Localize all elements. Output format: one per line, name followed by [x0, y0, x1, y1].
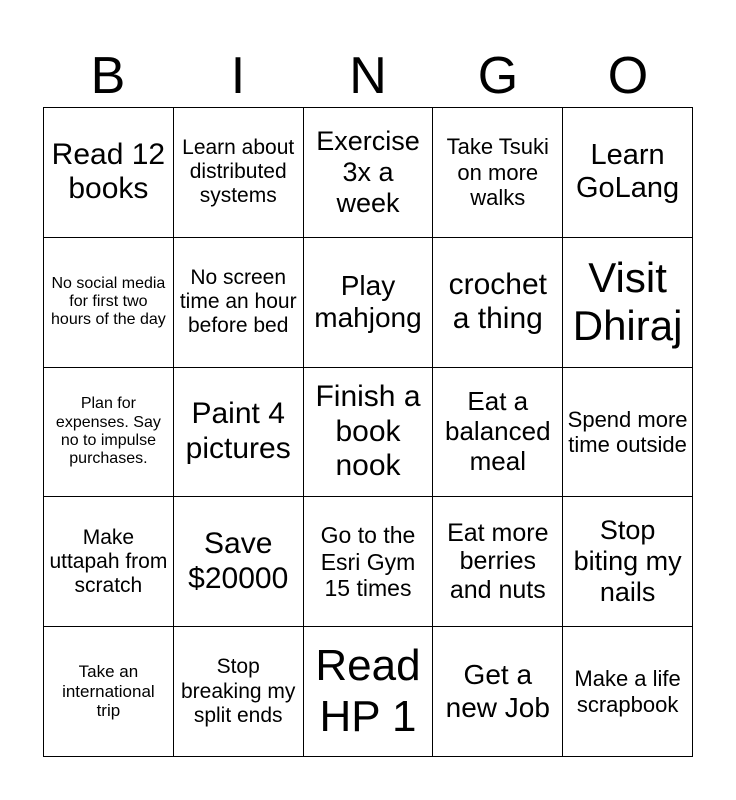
- bingo-cell-21[interactable]: [44, 627, 174, 757]
- bingo-cell-17[interactable]: [174, 497, 304, 627]
- bingo-cell-22[interactable]: [174, 627, 304, 757]
- bingo-cell-text: Read HP 1: [315, 641, 421, 741]
- bingo-cell-text: Eat more berries and nuts: [447, 518, 549, 605]
- bingo-cell-text: Read 12 books: [51, 137, 166, 206]
- header-letter-b: B: [90, 47, 126, 105]
- bingo-cell-14[interactable]: [433, 368, 563, 498]
- bingo-cell-3[interactable]: [304, 108, 434, 238]
- bingo-cell-9[interactable]: [433, 238, 563, 368]
- bingo-cell-11[interactable]: [44, 368, 174, 498]
- bingo-cell-text: No social media for first two hours of the day: [51, 274, 166, 329]
- bingo-cell-15[interactable]: [563, 368, 693, 498]
- bingo-cell-text: Spend more time outside: [567, 406, 688, 457]
- header-letter-n: N: [349, 47, 387, 105]
- bingo-cell-text: Finish a book nook: [315, 380, 421, 483]
- bingo-cell-text: Learn GoLang: [575, 139, 680, 205]
- bingo-cell-10[interactable]: [563, 238, 693, 368]
- bingo-cell-text: Learn about distributed systems: [182, 136, 295, 208]
- header-letter-i: I: [230, 47, 246, 105]
- bingo-cell-text: Plan for expenses. Say no to impulse purchases.: [55, 395, 161, 468]
- bingo-cell-text: Take an international trip: [62, 662, 155, 721]
- bingo-header: [43, 44, 693, 108]
- bingo-cell-text: Save $20000: [188, 527, 289, 595]
- bingo-cell-text: Take Tsuki on more walks: [446, 134, 549, 211]
- bingo-cell-7[interactable]: [174, 238, 304, 368]
- bingo-cell-text: Exercise 3x a week: [316, 125, 420, 218]
- bingo-cell-12[interactable]: [174, 368, 304, 498]
- bingo-cell-text: No screen time an hour before bed: [179, 265, 297, 338]
- bingo-cell-4[interactable]: [433, 108, 563, 238]
- bingo-cell-18[interactable]: [304, 497, 434, 627]
- bingo-cell-text: Go to the Esri Gym 15 times: [320, 522, 416, 601]
- bingo-cell-text: Make a life scrapbook: [574, 666, 681, 717]
- bingo-cell-2[interactable]: [174, 108, 304, 238]
- bingo-cell-text: Stop biting my nails: [573, 515, 682, 608]
- bingo-cell-text: Stop breaking my split ends: [181, 655, 296, 727]
- header-letter-g: G: [477, 47, 519, 105]
- bingo-cell-16[interactable]: [44, 497, 174, 627]
- bingo-cell-text: crochet a thing: [448, 267, 547, 336]
- bingo-cell-19[interactable]: [433, 497, 563, 627]
- bingo-cell-text: Play mahjong: [314, 270, 422, 334]
- bingo-cell-text: Make uttapah from scratch: [49, 525, 168, 597]
- bingo-cell-1[interactable]: [44, 108, 174, 238]
- bingo-cell-5[interactable]: [563, 108, 693, 238]
- bingo-cell-23[interactable]: [304, 627, 434, 757]
- bingo-cell-24[interactable]: [433, 627, 563, 757]
- bingo-cell-13[interactable]: [304, 368, 434, 498]
- bingo-cell-text: Get a new Job: [445, 659, 550, 723]
- bingo-cell-text: Eat a balanced meal: [445, 386, 551, 476]
- bingo-cell-25[interactable]: [563, 627, 693, 757]
- header-letter-o: O: [607, 47, 649, 105]
- bingo-board: [43, 107, 693, 757]
- bingo-cell-20[interactable]: [563, 497, 693, 627]
- bingo-cell-8[interactable]: [304, 238, 434, 368]
- bingo-cell-text: Paint 4 pictures: [185, 397, 291, 465]
- bingo-cell-text: Visit Dhiraj: [572, 253, 683, 350]
- bingo-cell-6[interactable]: [44, 238, 174, 368]
